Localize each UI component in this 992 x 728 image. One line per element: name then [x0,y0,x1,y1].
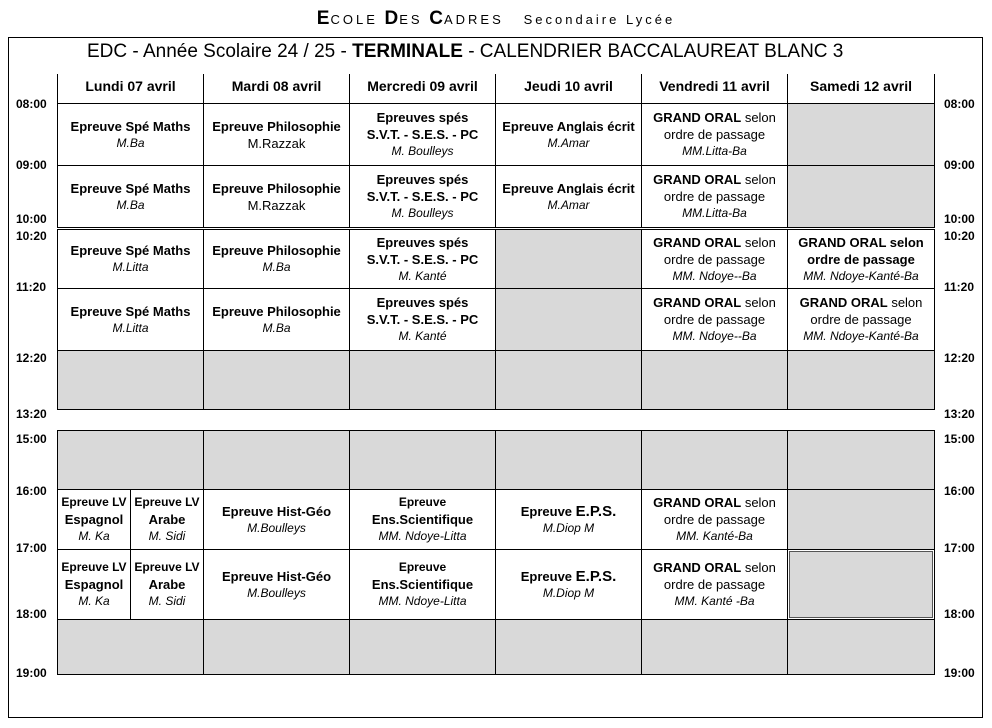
time-label: 17:00 [16,541,47,555]
exam-slot: Epreuve Spé Maths M.Ba [57,165,204,228]
exam-slot: Epreuve LV Arabe M. Sidi [130,489,204,550]
exam-slot: GRAND ORAL selon ordre de passage MM. Ndoye--Ba [641,288,788,351]
exam-slot: GRAND ORAL selon ordre de passage MM. Kanté-Ba [641,489,788,550]
empty-slot [787,549,935,620]
day-header-lundi: Lundi 07 avril [57,74,203,103]
empty-slot [349,350,496,410]
empty-slot [349,430,496,490]
time-label: 10:20 [16,229,47,243]
exam-slot: Epreuve Hist-Géo M.Boulleys [203,489,350,550]
empty-slot [641,430,788,490]
exam-slot: Epreuve Spé Maths M.Ba [57,103,204,166]
empty-slot [641,619,788,675]
exam-slot: Epreuve Philosophie M.Razzak [203,165,350,228]
time-label: 12:20 [944,351,975,365]
exam-slot: GRAND ORAL selon ordre de passage MM.Litta-Ba [641,165,788,228]
time-label: 17:00 [944,541,975,555]
empty-slot [641,350,788,410]
day-header-mercredi: Mercredi 09 avril [349,74,495,103]
exam-slot: Epreuve E.P.S. M.Diop M [495,549,642,620]
time-label: 15:00 [16,432,47,446]
empty-slot [787,430,935,490]
exam-slot: Epreuve LV Arabe M. Sidi [130,549,204,620]
time-label: 13:20 [944,407,975,421]
empty-slot [495,430,642,490]
time-label: 11:20 [944,280,975,294]
time-label: 18:00 [944,607,975,621]
exam-slot: Epreuve Ens.Scientifique MM. Ndoye-Litta [349,549,496,620]
empty-slot [495,350,642,410]
time-label: 19:00 [16,666,47,680]
empty-slot [787,103,935,166]
empty-slot [349,619,496,675]
time-label: 12:20 [16,351,47,365]
page-title: EDC - Année Scolaire 24 / 25 - TERMINALE - CALENDRIER BACCALAUREAT BLANC 3 [87,41,844,62]
exam-slot: GRAND ORAL selon ordre de passage MM. Kanté -Ba [641,549,788,620]
school-name: ECOLE DES CADRES Secondaire Lycée [316,8,676,29]
exam-slot: Epreuve Philosophie M.Razzak [203,103,350,166]
exam-slot: Epreuve LV Espagnol M. Ka [57,489,131,550]
empty-slot [787,489,935,550]
exam-slot: Epreuves spés S.V.T. - S.E.S. - PC M. Boulleys [349,165,496,228]
time-label: 08:00 [16,97,47,111]
day-header-mardi: Mardi 08 avril [203,74,349,103]
empty-slot [495,288,642,351]
exam-slot: Epreuve Anglais écrit M.Amar [495,165,642,228]
empty-slot [495,619,642,675]
empty-slot [787,619,935,675]
time-label: 15:00 [944,432,975,446]
empty-slot [787,350,935,410]
exam-slot: GRAND ORAL selon ordre de passage MM. Ndoye-Kanté-Ba [787,288,935,351]
day-header-vendredi: Vendredi 11 avril [641,74,787,103]
empty-slot [495,229,642,289]
time-label: 09:00 [16,158,47,172]
exam-slot: Epreuve Philosophie M.Ba [203,229,350,289]
time-label: 10:20 [944,229,975,243]
time-label: 10:00 [16,212,47,226]
time-label: 08:00 [944,97,975,111]
empty-slot [203,619,350,675]
empty-slot [57,619,204,675]
time-label: 10:00 [944,212,975,226]
exam-slot: Epreuves spés S.V.T. - S.E.S. - PC M. Boulleys [349,103,496,166]
exam-slot: Epreuve LV Espagnol M. Ka [57,549,131,620]
empty-slot [203,350,350,410]
time-label: 11:20 [16,280,47,294]
empty-slot [787,165,935,228]
exam-slot: GRAND ORAL selon ordre de passage MM.Litta-Ba [641,103,788,166]
empty-slot [57,350,204,410]
day-header-samedi: Samedi 12 avril [787,74,935,103]
exam-slot: Epreuve Anglais écrit M.Amar [495,103,642,166]
exam-slot: Epreuve Ens.Scientifique MM. Ndoye-Litta [349,489,496,550]
exam-slot: Epreuve Hist-Géo M.Boulleys [203,549,350,620]
time-label: 16:00 [16,484,47,498]
empty-slot [203,430,350,490]
time-label: 16:00 [944,484,975,498]
time-label: 19:00 [944,666,975,680]
time-label: 13:20 [16,407,47,421]
exam-slot: GRAND ORAL selon ordre de passage MM. Ndoye-Kanté-Ba [787,229,935,289]
exam-slot: Epreuve E.P.S. M.Diop M [495,489,642,550]
exam-slot: GRAND ORAL selon ordre de passage MM. Ndoye--Ba [641,229,788,289]
time-label: 09:00 [944,158,975,172]
exam-slot: Epreuves spés S.V.T. - S.E.S. - PC M. Kanté [349,229,496,289]
exam-slot: Epreuve Spé Maths M.Litta [57,229,204,289]
exam-slot: Epreuve Spé Maths M.Litta [57,288,204,351]
day-header-jeudi: Jeudi 10 avril [495,74,641,103]
time-label: 18:00 [16,607,47,621]
exam-slot: Epreuve Philosophie M.Ba [203,288,350,351]
empty-slot [57,430,204,490]
exam-slot: Epreuves spés S.V.T. - S.E.S. - PC M. Kanté [349,288,496,351]
